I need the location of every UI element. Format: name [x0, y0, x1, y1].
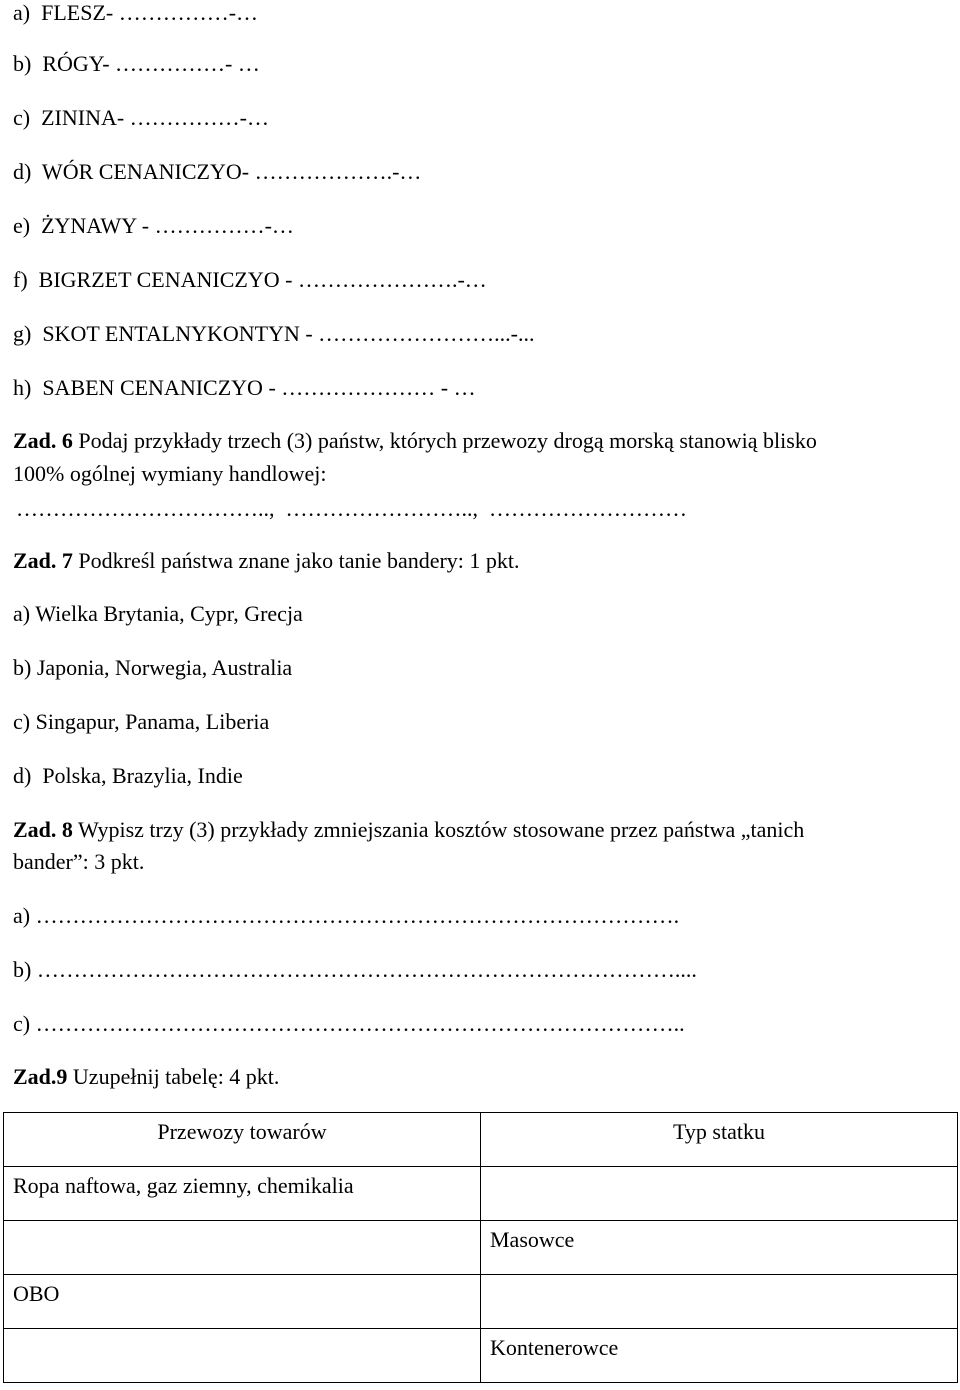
table-cell: OBO [4, 1275, 481, 1329]
list-item: c) ZININA- ……………-… [13, 105, 269, 130]
task-9-text: Uzupełnij tabelę: 4 pkt. [67, 1064, 280, 1089]
header-cargo: Przewozy towarów [157, 1119, 327, 1144]
task-7-prompt [13, 548, 520, 574]
task-8-answer-b: b) …………………………………………………………………………….... [13, 957, 697, 982]
task-6-text: Podaj przykłady trzech (3) państw, których przewozy drogą morską stanowią blisko [72, 428, 817, 453]
list-item: f) BIGRZET CENANICZYO - ………………….-… [13, 267, 487, 292]
list-item: b) RÓGY- ……………- … [13, 51, 260, 76]
task-6-answer-line: …………………………….., …………………….., ……………………… [16, 496, 687, 521]
task-8-answer-a: a) ……………………………………………………………………………. [13, 903, 680, 928]
table-cell: Kontenerowce [481, 1329, 958, 1383]
list-item: a) FLESZ- ……………-… [13, 0, 259, 25]
task-9-table [3, 1112, 958, 1383]
table-row [4, 1275, 958, 1329]
task-8-answer-c: c) …………………………………………………………………………….. [13, 1011, 685, 1036]
table-cell-blank[interactable] [481, 1275, 958, 1329]
task-7-option-d: d) Polska, Brazylia, Indie [13, 763, 243, 788]
list-item: g) SKOT ENTALNYKONTYN - ……………………...-... [13, 321, 535, 346]
task-9-label: Zad.9 [13, 1064, 68, 1089]
header-ship-type: Typ statku [673, 1119, 765, 1144]
task-9-prompt [13, 1064, 279, 1090]
table-row [4, 1167, 958, 1221]
table-row [4, 1329, 958, 1383]
task-8-label: Zad. 8 [13, 817, 73, 842]
task-8-prompt-continued: bander”: 3 pkt. [13, 849, 145, 874]
list-item: h) SABEN CENANICZYO - ………………… - … [13, 375, 476, 400]
table-cell-blank[interactable] [481, 1167, 958, 1221]
table-cell-blank[interactable] [4, 1221, 481, 1275]
table-cell-blank[interactable] [4, 1329, 481, 1383]
task-7-label: Zad. 7 [13, 548, 73, 573]
list-item: d) WÓR CENANICZYO- ……………….-… [13, 159, 422, 184]
task-7-option-c: c) Singapur, Panama, Liberia [13, 709, 270, 734]
table-header-cell [481, 1113, 958, 1167]
table-header-row [4, 1113, 958, 1167]
list-item: e) ŻYNAWY - ……………-… [13, 213, 294, 238]
table-row [4, 1221, 958, 1275]
task-8-text: Wypisz trzy (3) przykłady zmniejszania kosztów stosowane przez państwa „tanich [72, 817, 805, 842]
task-7-text: Podkreśl państwa znane jako tanie bandery: 1 pkt. [72, 548, 520, 573]
task-8-prompt [13, 817, 804, 843]
task-6-prompt [13, 428, 817, 454]
task-6-prompt-continued: 100% ogólnej wymiany handlowej: [13, 461, 327, 486]
task-7-option-b: b) Japonia, Norwegia, Australia [13, 655, 293, 680]
table-cell: Ropa naftowa, gaz ziemny, chemikalia [4, 1167, 481, 1221]
table-cell: Masowce [481, 1221, 958, 1275]
task-6-label: Zad. 6 [13, 428, 73, 453]
table-header-cell [4, 1113, 481, 1167]
task-7-option-a: a) Wielka Brytania, Cypr, Grecja [13, 601, 303, 626]
